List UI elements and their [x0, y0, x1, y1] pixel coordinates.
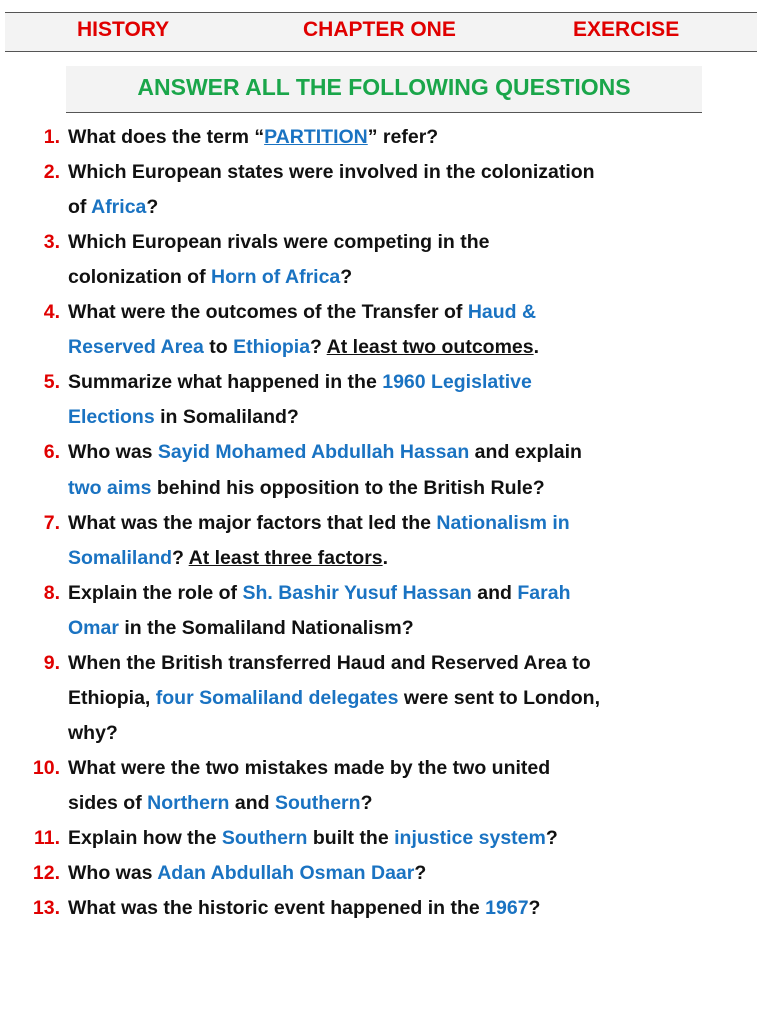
question-text-line [68, 336, 539, 359]
question-text: ” refer? [367, 126, 439, 148]
question-text: and explain [469, 441, 582, 464]
question-text-line [68, 862, 426, 885]
question-text: ? [545, 827, 558, 849]
question-text: why? [68, 721, 118, 744]
question-number: 7. [43, 511, 60, 534]
question-text: At least three factors [188, 546, 383, 569]
question-number: 6. [43, 441, 60, 464]
question-text: colonization of [68, 266, 211, 289]
question-text: ? [340, 266, 353, 289]
question-text-line [68, 161, 595, 184]
highlighted-term: Africa [91, 196, 147, 219]
question-text: in Somaliland? [154, 406, 299, 429]
question-text: What was the major factors that led the [68, 511, 437, 534]
question-text-line [68, 687, 600, 710]
highlighted-term: 1960 Legislative [382, 371, 532, 394]
highlighted-term: Adan Abdullah Osman Daar [157, 862, 415, 885]
question-text: sides of [68, 791, 148, 814]
question-text: in the Somaliland Nationalism? [118, 616, 414, 639]
question-text: What were the two mistakes made by the two united [68, 756, 551, 779]
question-text: ? [414, 862, 427, 885]
highlighted-term: Omar [68, 616, 119, 639]
highlighted-term: Southern [274, 791, 361, 814]
question-text-line [68, 477, 545, 500]
question-text: were sent to London, [398, 686, 600, 709]
question-text: When the British transferred Haud and Reserved Area to [68, 651, 591, 674]
question-text: Who was [68, 862, 158, 885]
question-text: ? [172, 546, 189, 569]
question-text: At least two outcomes [326, 336, 534, 359]
question-text-line [68, 897, 540, 920]
question-text-line [68, 617, 414, 640]
question-text: Summarize what happened in the [68, 371, 383, 394]
question-number: 8. [43, 581, 60, 604]
question-text: Which European rivals were competing in the [68, 231, 490, 254]
instruction-heading: ANSWER ALL THE FOLLOWING QUESTIONS [66, 66, 702, 113]
question-text-line [68, 792, 372, 815]
question-text: ? [360, 791, 373, 814]
highlighted-term: Sh. Bashir Yusuf Hassan [242, 581, 472, 604]
question-text: Explain how the [68, 827, 222, 849]
question-number: 10. [32, 756, 60, 779]
highlighted-term: Somaliland [68, 546, 173, 569]
chapter-label: CHAPTER ONE [303, 18, 456, 41]
question-text-line [68, 512, 570, 535]
highlighted-term: PARTITION [264, 126, 368, 148]
question-text: What were the outcomes of the Transfer of [68, 301, 468, 324]
question-text: built the [307, 827, 395, 849]
highlighted-term: Elections [68, 406, 155, 429]
question-number: 12. [32, 862, 60, 885]
question-number: 3. [43, 231, 60, 254]
question-text: Who was [68, 441, 158, 464]
question-text: Explain the role of [68, 581, 243, 604]
question-text-line [68, 126, 438, 149]
highlighted-term: Nationalism in [436, 511, 570, 534]
question-text: What does the term “ [68, 126, 265, 148]
question-text: Which European states were involved in the colonization [68, 161, 595, 184]
question-text-line [68, 582, 570, 605]
question-text: behind his opposition to the British Rule? [151, 476, 545, 499]
question-text-line [68, 231, 490, 254]
exercise-label: EXERCISE [573, 18, 680, 41]
question-number: 9. [43, 651, 60, 674]
question-text: and [229, 791, 275, 814]
question-text-line [68, 441, 582, 464]
question-text: ? [528, 897, 541, 920]
question-text-line [68, 371, 532, 394]
question-text: ? [146, 196, 159, 219]
question-text: to [203, 336, 234, 359]
question-text-line [68, 722, 118, 745]
question-text: Ethiopia, [68, 686, 156, 709]
question-text-line [68, 301, 536, 324]
highlighted-term: two aims [68, 476, 152, 499]
question-number: 11. [33, 827, 60, 849]
header-bar [5, 12, 757, 52]
question-text: ? [310, 336, 327, 359]
highlighted-term: Horn of Africa [210, 266, 341, 289]
highlighted-term: Sayid Mohamed Abdullah Hassan [157, 441, 470, 464]
highlighted-term: Farah [517, 581, 571, 604]
highlighted-term: Reserved Area [68, 336, 204, 359]
highlighted-term: Southern [221, 827, 308, 849]
question-text-line [68, 652, 591, 675]
subject-label: HISTORY [77, 18, 170, 41]
highlighted-term: 1967 [485, 897, 529, 920]
question-text-line [68, 196, 158, 219]
question-text: of [68, 196, 92, 219]
highlighted-term: Northern [147, 791, 230, 814]
question-text: and [471, 581, 518, 604]
question-number: 2. [43, 161, 60, 184]
question-text-line [68, 827, 558, 850]
question-number: 5. [43, 371, 60, 394]
question-text-line [68, 547, 388, 570]
highlighted-term: Ethiopia [233, 336, 311, 359]
question-text-line [68, 757, 550, 780]
question-text-line [68, 406, 299, 429]
question-number: 13. [32, 897, 60, 920]
question-number: 1. [43, 126, 60, 148]
highlighted-term: injustice system [394, 827, 546, 849]
question-text: . [533, 336, 540, 359]
highlighted-term: Haud & [467, 301, 537, 324]
question-text: What was the historic event happened in the [68, 897, 486, 920]
question-text: . [382, 546, 389, 569]
question-text-line [68, 266, 352, 289]
question-number: 4. [43, 301, 60, 324]
highlighted-term: four Somaliland delegates [155, 686, 399, 709]
